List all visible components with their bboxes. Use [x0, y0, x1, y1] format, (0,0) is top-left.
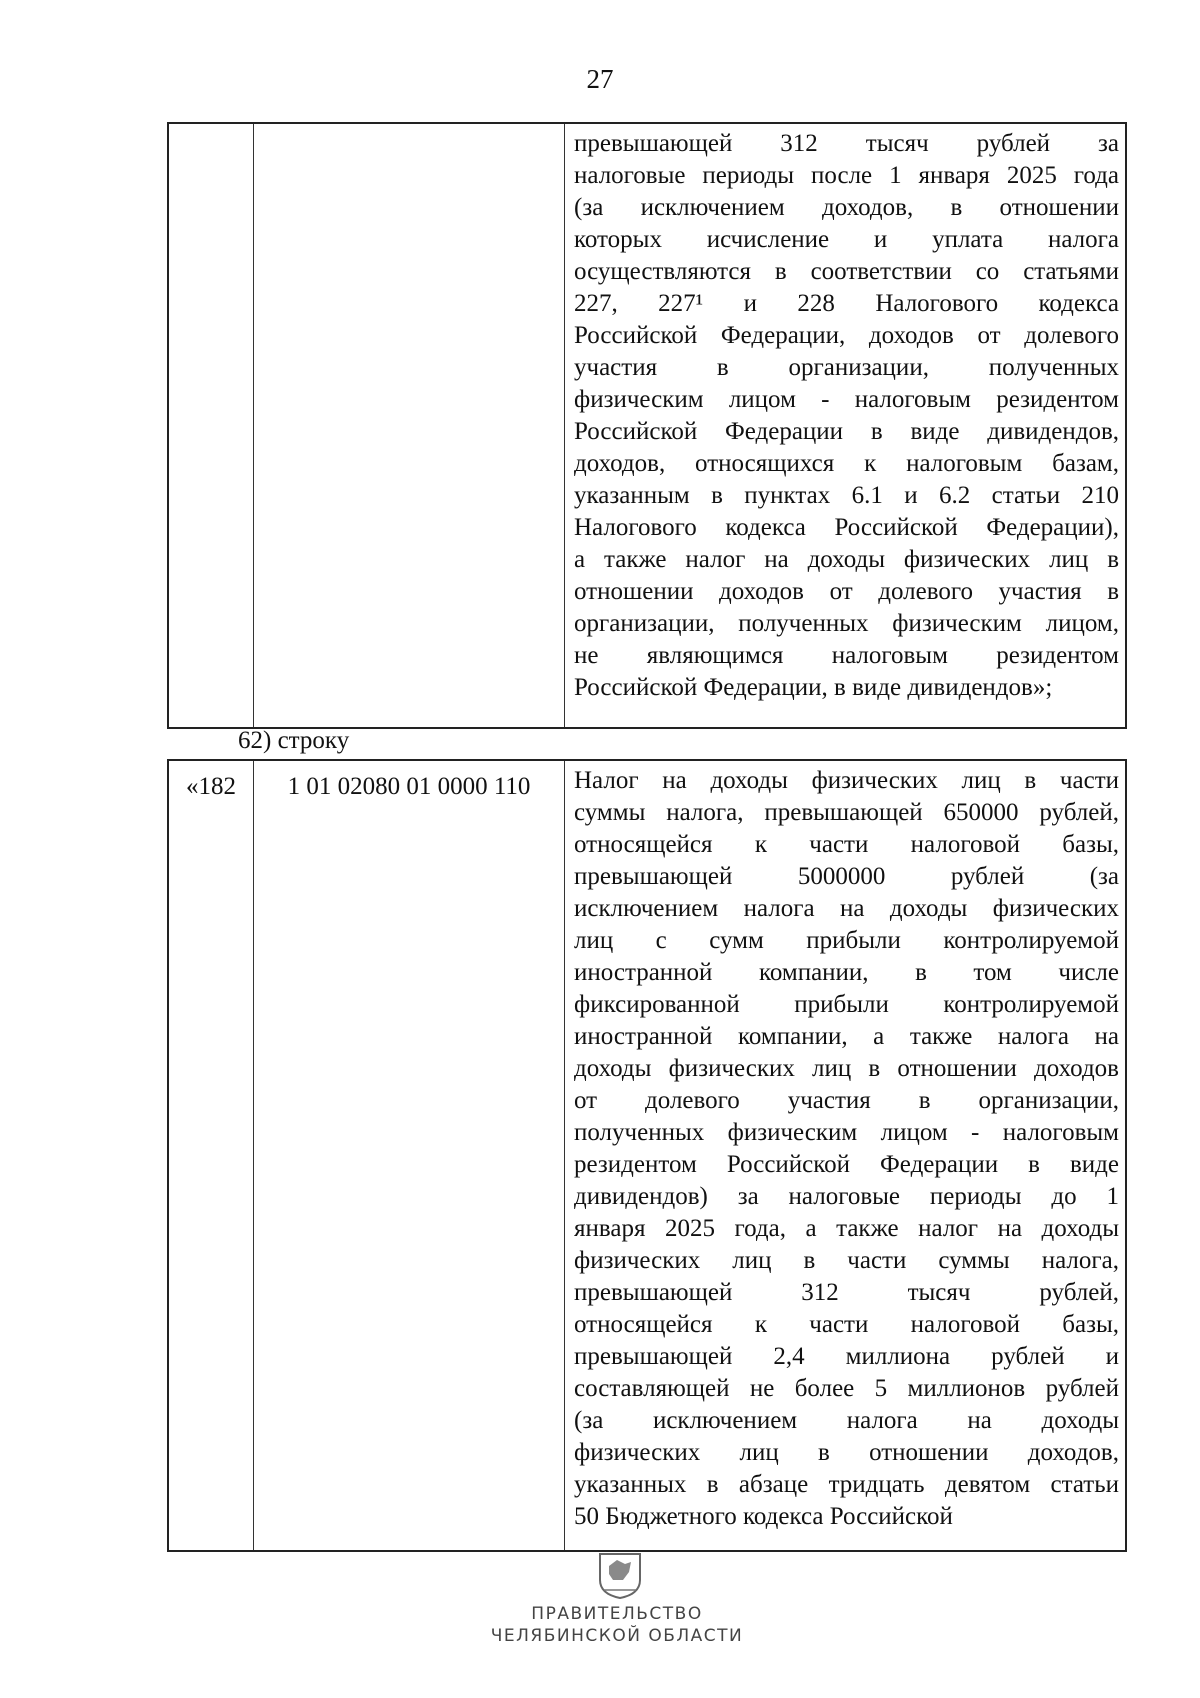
text-line: доходов, относящихся к налоговым базам,	[574, 450, 1119, 477]
text-line: иностранной компании, в том числе	[574, 959, 1119, 986]
text-line: Российской Федерации, в виде дивидендов»;	[574, 674, 1053, 701]
description-text	[565, 761, 1125, 1533]
budget-classification-code: 1 01 02080 01 0000 110	[287, 773, 531, 800]
text-line: физическим лицом - налоговым резидентом	[574, 386, 1119, 413]
text-line: физических лиц в отношении доходов,	[574, 1439, 1119, 1466]
text-line: не являющимся налоговым резидентом	[574, 642, 1119, 669]
text-line: участия в организации, полученных	[574, 354, 1119, 381]
text-line: относящейся к части налоговой базы,	[574, 1311, 1119, 1338]
text-line: полученных физическим лицом - налоговым	[574, 1119, 1119, 1146]
text-line: относящейся к части налоговой базы,	[574, 831, 1119, 858]
table-cell-budget-code	[254, 761, 565, 1550]
admin-code: «182	[186, 773, 236, 800]
text-line: отношении доходов от долевого участия в	[574, 578, 1119, 605]
text-line: исключением налога на доходы физических	[574, 895, 1119, 922]
text-line: резидентом Российской Федерации в виде	[574, 1151, 1119, 1178]
text-line: составляющей не более 5 миллионов рублей	[574, 1375, 1119, 1402]
table-cell-description	[565, 124, 1125, 727]
text-line: а также налог на доходы физических лиц в	[574, 546, 1119, 573]
table-cell-code-1	[169, 124, 254, 727]
text-line: Российской Федерации в виде дивидендов,	[574, 418, 1119, 445]
table-cell-code-2	[254, 124, 565, 727]
text-line: от долевого участия в организации,	[574, 1087, 1119, 1114]
text-line: января 2025 года, а также налог на доходы	[574, 1215, 1119, 1242]
text-line: физических лиц в части суммы налога,	[574, 1247, 1119, 1274]
footer-line-1: ПРАВИТЕЛЬСТВО	[531, 1604, 703, 1624]
text-line: Российской Федерации, доходов от долевого	[574, 322, 1119, 349]
text-line: указанным в пунктах 6.1 и 6.2 статьи 210	[574, 482, 1119, 509]
text-line: организации, полученных физическим лицом,	[574, 610, 1119, 637]
table-cell-description	[565, 761, 1125, 1550]
text-line: Налог на доходы физических лиц в части	[574, 767, 1119, 794]
text-line: иностранной компании, а также налога на	[574, 1023, 1119, 1050]
text-line: превышающей 312 тысяч рублей за	[574, 130, 1119, 157]
text-line: фиксированной прибыли контролируемой	[574, 991, 1119, 1018]
text-line: которых исчисление и уплата налога	[574, 226, 1119, 253]
text-line: указанных в абзаце тридцать девятом статьи	[574, 1471, 1119, 1498]
text-line: (за исключением доходов, в отношении	[574, 194, 1119, 221]
text-line: превышающей 312 тысяч рублей,	[574, 1279, 1119, 1306]
description-text	[565, 124, 1125, 704]
footer-line-2: ЧЕЛЯБИНСКОЙ ОБЛАСТИ	[490, 1626, 744, 1646]
coat-of-arms-icon	[597, 1550, 643, 1600]
text-line: 227, 227¹ и 228 Налогового кодекса	[574, 290, 1119, 317]
text-line: (за исключением налога на доходы	[574, 1407, 1119, 1434]
text-line: дивидендов) за налоговые периоды до 1	[574, 1183, 1119, 1210]
page-number: 27	[586, 64, 614, 94]
text-line: лиц с сумм прибыли контролируемой	[574, 927, 1119, 954]
text-line: доходы физических лиц в отношении доходов	[574, 1055, 1119, 1082]
section-label: 62) строку	[238, 727, 350, 754]
table-cell-admin-code	[169, 761, 254, 1550]
text-line: превышающей 5000000 рублей (за	[574, 863, 1119, 890]
text-line: Налогового кодекса Российской Федерации),	[574, 514, 1119, 541]
text-line: осуществляются в соответствии со статьями	[574, 258, 1119, 285]
table-continuation	[167, 122, 1127, 729]
text-line: налоговые периоды после 1 января 2025 года	[574, 162, 1119, 189]
text-line: суммы налога, превышающей 650000 рублей,	[574, 799, 1119, 826]
text-line: 50 Бюджетного кодекса Российской	[574, 1503, 953, 1530]
text-line: превышающей 2,4 миллиона рублей и	[574, 1343, 1119, 1370]
table-row-entry	[167, 759, 1127, 1552]
